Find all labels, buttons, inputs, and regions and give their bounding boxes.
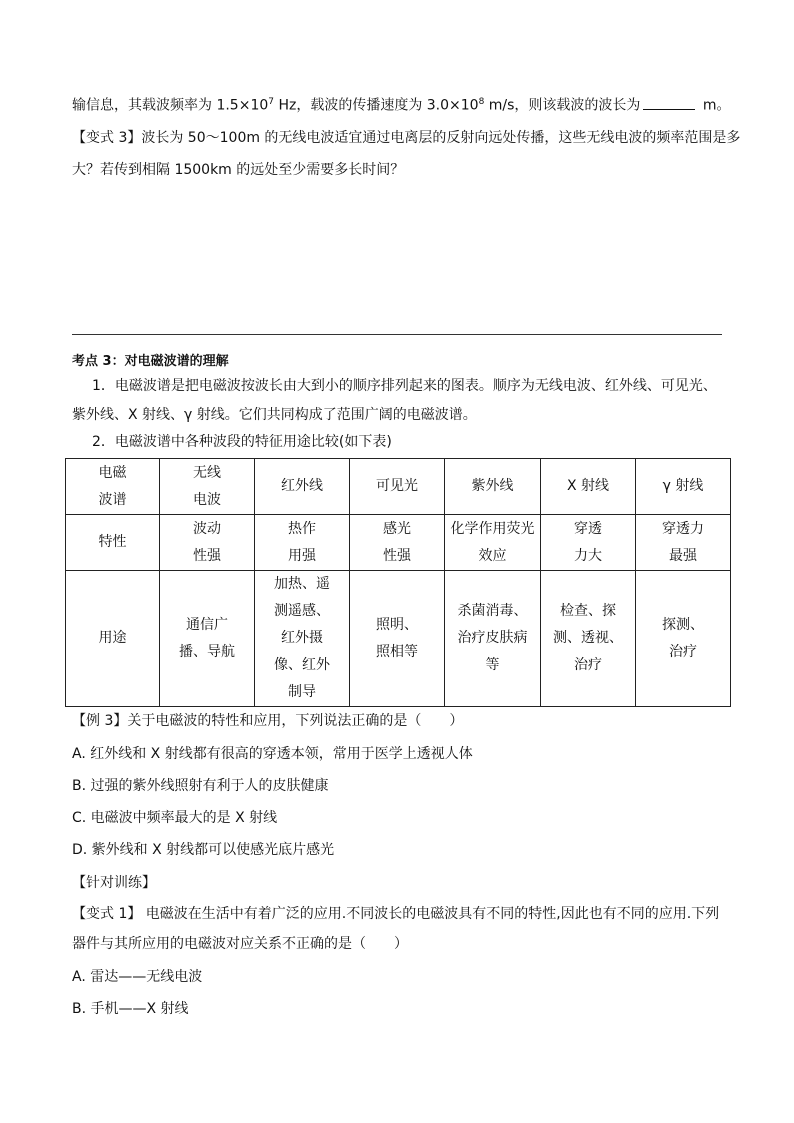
table-cell: 紫外线: [445, 459, 541, 515]
training-option-b[interactable]: B. 手机——X 射线: [72, 1001, 189, 1017]
table-cell: 热作用强: [255, 515, 350, 571]
table-cell: 检查、探测、透视、治疗: [541, 571, 636, 707]
variant1-line2: 器件与其所应用的电磁波对应关系不正确的是（ ）: [72, 936, 408, 952]
text-segment: m。: [698, 97, 731, 114]
table-cell: 穿透力大: [541, 515, 636, 571]
table-cell: 探测、治疗: [636, 571, 731, 707]
table-cell: 可见光: [350, 459, 445, 515]
text-segment: 输信息，其载波频率为 1.5×10: [72, 97, 269, 114]
variant-label: 【变式 3】: [72, 130, 142, 146]
option-b[interactable]: B. 过强的紫外线照射有利于人的皮肤健康: [72, 778, 329, 794]
table-cell: 电磁波谱: [66, 459, 160, 515]
paragraph-1-line1: 1．电磁波谱是把电磁波按波长由大到小的顺序排列起来的图表。顺序为无线电波、红外线、可见光、: [92, 378, 717, 394]
training-heading: 【针对训练】: [72, 875, 156, 891]
table-cell: 杀菌消毒、治疗皮肤病等: [445, 571, 541, 707]
paragraph-1-line2: 紫外线、X 射线、γ 射线。它们共同构成了范围广阔的电磁波谱。: [72, 407, 477, 423]
table-cell: X 射线: [541, 459, 636, 515]
table-cell: 通信广播、导航: [160, 571, 255, 707]
option-c[interactable]: C. 电磁波中频率最大的是 X 射线: [72, 810, 278, 826]
text-segment: Hz，载波的传播速度为 3.0×10: [274, 97, 479, 114]
table-cell: 感光性强: [350, 515, 445, 571]
table-cell: 红外线: [255, 459, 350, 515]
spectrum-table: [65, 458, 731, 707]
table-cell: 用途: [66, 571, 160, 707]
table-cell: 化学作用荧光效应: [445, 515, 541, 571]
table-cell: 穿透力最强: [636, 515, 731, 571]
exponent: 7: [268, 97, 274, 107]
section-divider: [72, 334, 722, 335]
table-row-traits: [66, 515, 731, 571]
exponent: 8: [478, 97, 485, 107]
section-title: 考点 3：对电磁波谱的理解: [72, 354, 229, 369]
option-d[interactable]: D. 紫外线和 X 射线都可以使感光底片感光: [72, 842, 335, 858]
text-segment: m/s，则该载波的波长为: [484, 97, 641, 114]
table-header-row: [66, 459, 731, 515]
option-a[interactable]: A. 红外线和 X 射线都有很高的穿透本领，常用于医学上透视人体: [72, 746, 473, 762]
table-cell: 特性: [66, 515, 160, 571]
variant1-line1: 【变式 1】 电磁波在生活中有着广泛的应用.不同波长的电磁波具有不同的特性,因此也有不同的应用.下列: [72, 906, 720, 922]
variant3-line1: [72, 128, 740, 148]
training-option-a[interactable]: A. 雷达——无线电波: [72, 969, 203, 985]
question-line: [72, 92, 731, 116]
table-cell: 照明、照相等: [350, 571, 445, 707]
paragraph-2: 2．电磁波谱中各种波段的特征用途比较(如下表): [92, 434, 392, 450]
table-cell: 加热、遥测遥感、红外摄像、红外制导: [255, 571, 350, 707]
table-cell: 无线电波: [160, 459, 255, 515]
variant3-line2: 大？若传到相隔 1500km 的远处至少需要多长时间？: [72, 162, 405, 178]
table-row-uses: [66, 571, 731, 707]
table-cell: γ 射线: [636, 459, 731, 515]
table-cell: 波动性强: [160, 515, 255, 571]
answer-blank[interactable]: [643, 95, 695, 110]
example-stem: 【例 3】关于电磁波的特性和应用，下列说法正确的是（ ）: [72, 713, 464, 729]
variant-text: 波长为 50～100m 的无线电波适宜通过电离层的反射向远处传播，这些无线电波的频率范围是多: [141, 130, 741, 146]
